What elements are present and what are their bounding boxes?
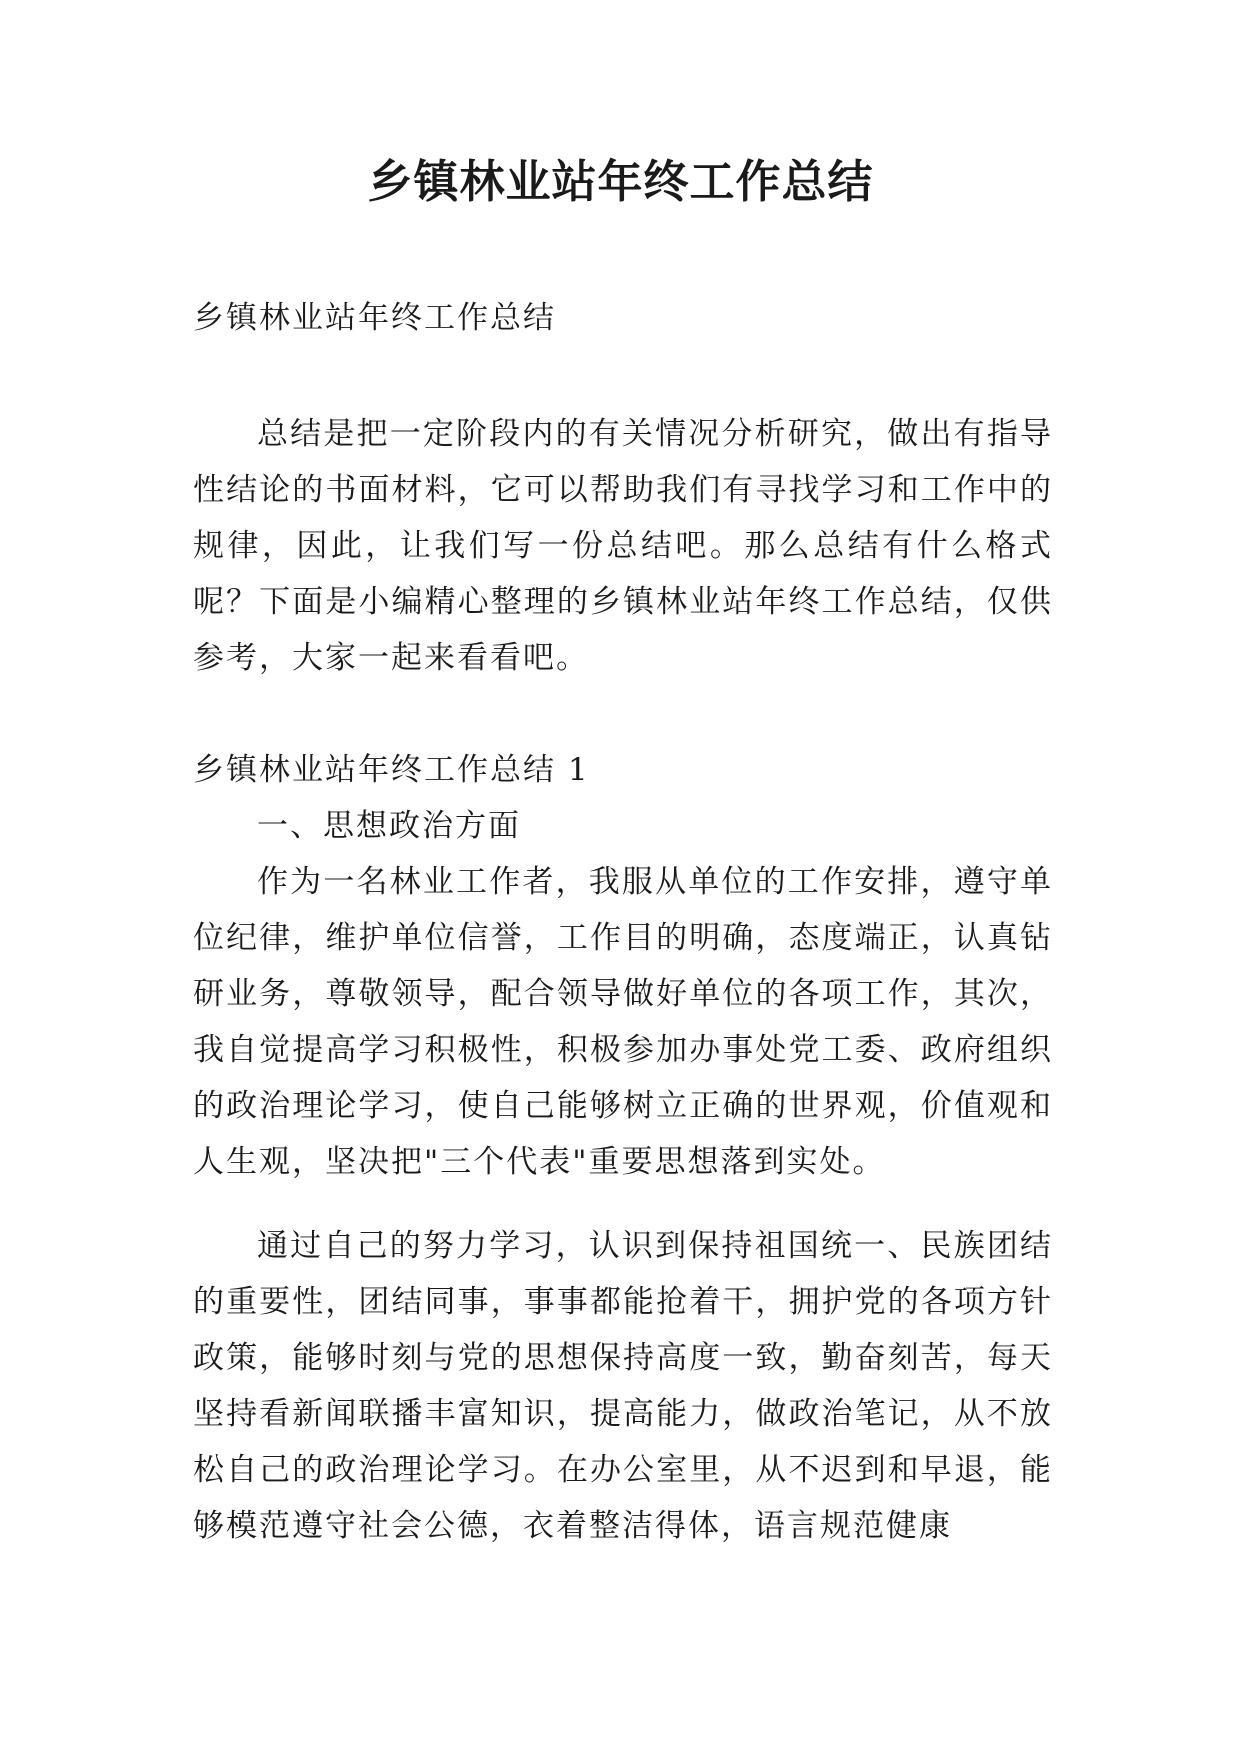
section-heading: 乡镇林业站年终工作总结 1 bbox=[193, 752, 590, 788]
body-paragraph: 通过自己的努力学习，认识到保持祖国统一、民族团结的重要性，团结同事，事事都能抢着干，拥护党的各项方针政策，能够时刻与党的思想保持高度一致，勤奋刻苦，每天坚持看新闻联播丰富知识，提高能力，做政治笔记，从不放松自己的政治理论学习。在办公室里，从不迟到和早退，能够模范遵守社会公德，衣着整洁得体，语言规范健康 bbox=[193, 1228, 1053, 1544]
document-title: 乡镇林业站年终工作总结 bbox=[367, 155, 874, 208]
body-paragraph: 作为一名林业工作者，我服从单位的工作安排，遵守单位纪律，维护单位信誉，工作目的明确，态度端正，认真钻研业务，尊敬领导，配合领导做好单位的各项工作，其次，我自觉提高学习积极性，积极参加办事处党工委、政府组织的政治理论学习，使自己能够树立正确的世界观，价值观和人生观，坚决把"三个代表"重要思想落到实处。 bbox=[193, 864, 1053, 1180]
sub-heading: 一、思想政治方面 bbox=[257, 808, 521, 844]
intro-paragraph: 总结是把一定阶段内的有关情况分析研究，做出有指导性结论的书面材料，它可以帮助我们有寻找学习和工作中的规律，因此，让我们写一份总结吧。那么总结有什么格式呢？下面是小编精心整理的乡镇林业站年终工作总结，仅供参考，大家一起来看看吧。 bbox=[193, 416, 1053, 676]
document-subtitle: 乡镇林业站年终工作总结 bbox=[193, 300, 556, 336]
